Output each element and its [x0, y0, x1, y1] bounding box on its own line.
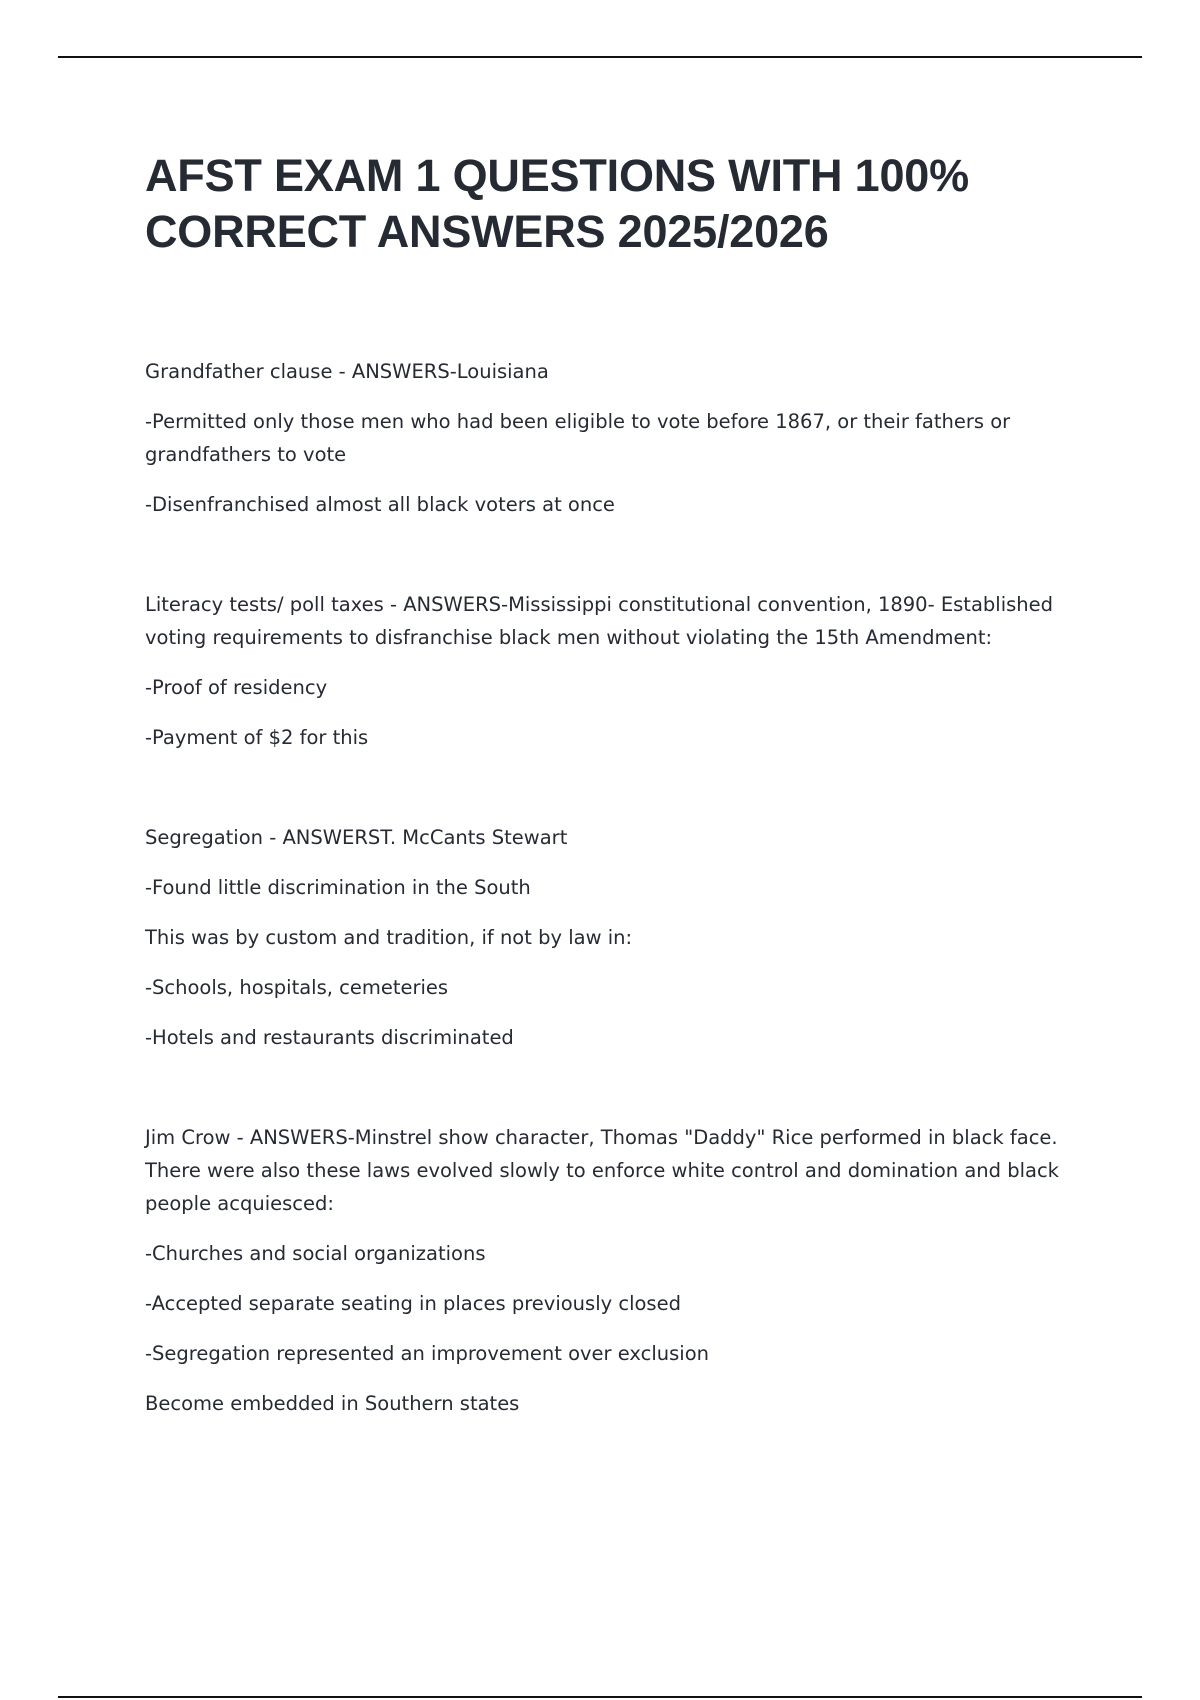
- entry-answer-line: -Payment of $2 for this: [145, 726, 369, 749]
- top-rule: [58, 56, 1142, 58]
- entry-term-line: Jim Crow - ANSWERS-Minstrel show character, Thomas "Daddy" Rice performed in black face. There were also these laws evolved slowly to enforce white control and domination and black people acquiesced:: [145, 1126, 1059, 1215]
- entry-answer-line: -Schools, hospitals, cemeteries: [145, 976, 449, 999]
- entry-answer-line: -Churches and social organizations: [145, 1242, 486, 1265]
- qa-entries: [145, 355, 1075, 1487]
- entry-answer-line: Become embedded in Southern states: [145, 1392, 520, 1415]
- entry-answer-line: -Disenfranchised almost all black voters at once: [145, 493, 615, 516]
- qa-entry-jim-crow: [145, 1121, 1075, 1420]
- document-title: AFST EXAM 1 QUESTIONS WITH 100% CORRECT ANSWERS 2025/2026: [145, 150, 969, 257]
- qa-entry-literacy-tests: [145, 588, 1075, 754]
- entry-term-line: Grandfather clause - ANSWERS-Louisiana: [145, 360, 549, 383]
- entry-answer-line: This was by custom and tradition, if not by law in:: [145, 926, 633, 949]
- bottom-rule: [58, 1696, 1142, 1698]
- entry-term-line: Literacy tests/ poll taxes - ANSWERS-Mississippi constitutional convention, 1890- Established voting requirements to disfranchise black men without violating the 15th Amendment:: [145, 593, 1054, 649]
- entry-answer-line: -Found little discrimination in the South: [145, 876, 531, 899]
- entry-answer-line: -Hotels and restaurants discriminated: [145, 1026, 514, 1049]
- entry-answer-line: -Accepted separate seating in places previously closed: [145, 1292, 681, 1315]
- qa-entry-grandfather-clause: [145, 355, 1075, 521]
- entry-term-line: Segregation - ANSWERST. McCants Stewart: [145, 826, 568, 849]
- entry-answer-line: -Permitted only those men who had been eligible to vote before 1867, or their fathers or grandfathers to vote: [145, 410, 1011, 466]
- entry-answer-line: -Proof of residency: [145, 676, 328, 699]
- entry-answer-line: -Segregation represented an improvement over exclusion: [145, 1342, 709, 1365]
- qa-entry-segregation: [145, 821, 1075, 1054]
